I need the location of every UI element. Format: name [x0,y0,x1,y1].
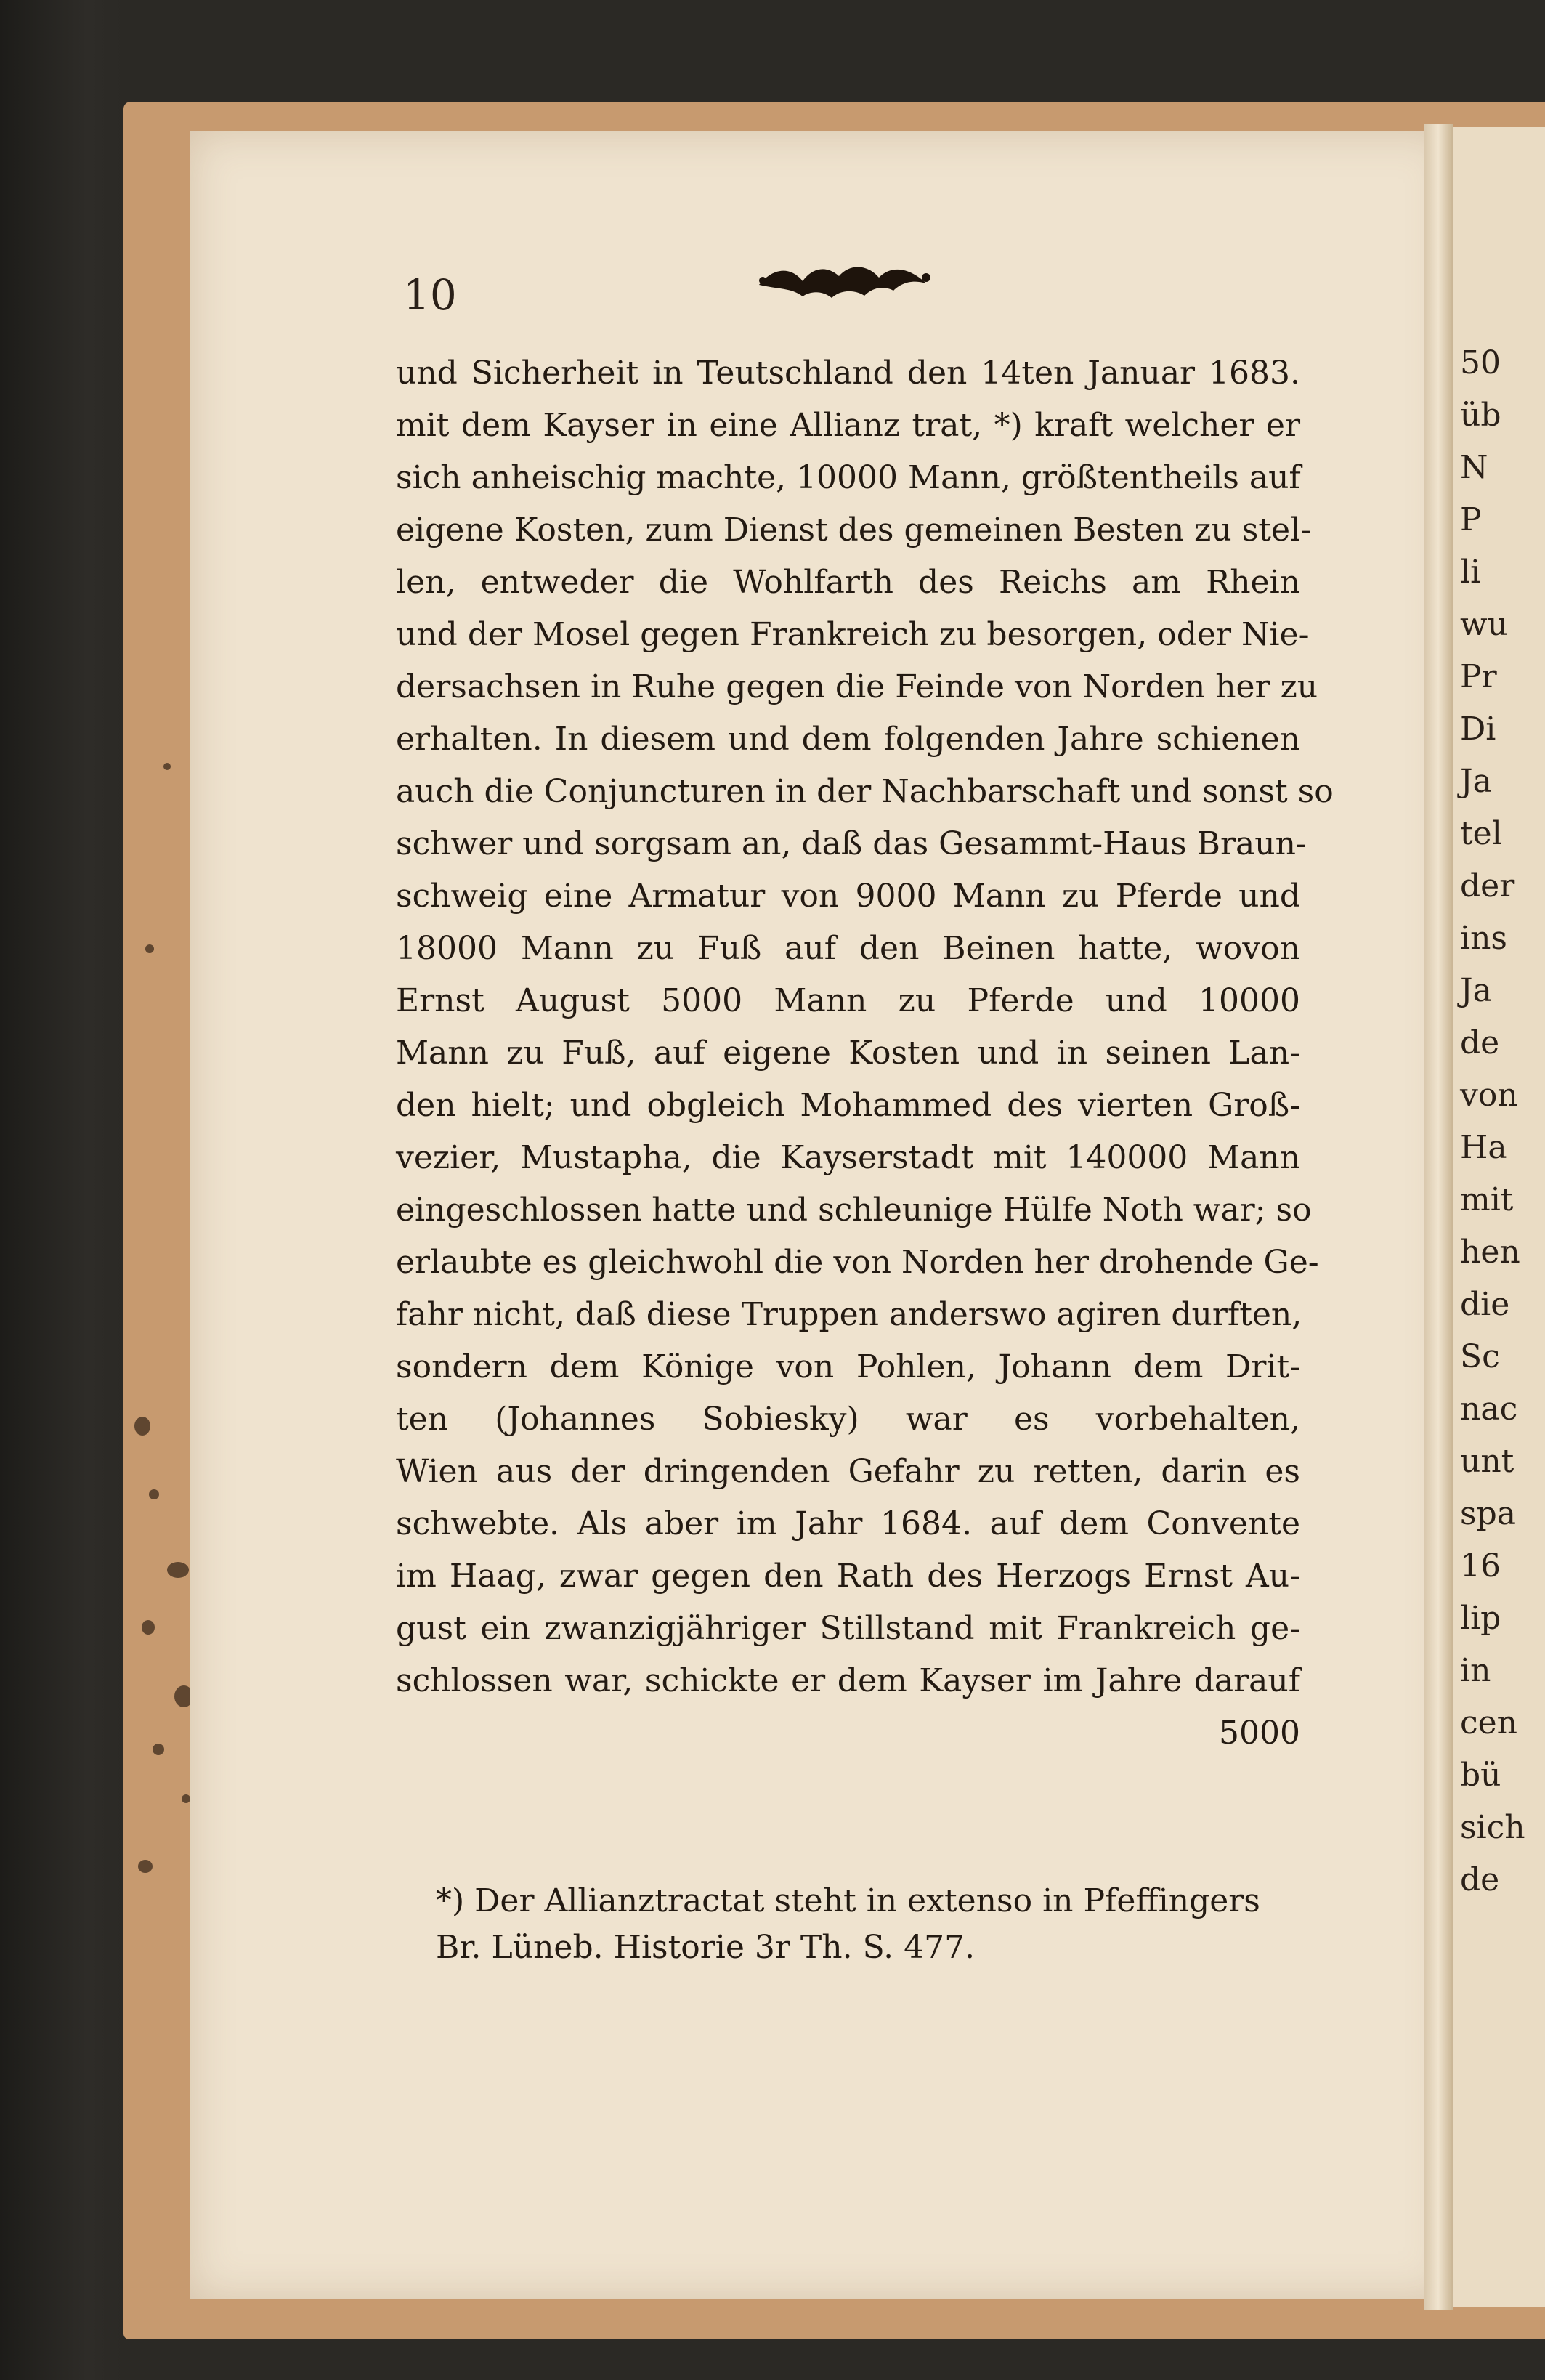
facing-page-fragment: hen [1460,1234,1520,1271]
text-line: eigene Kosten, zum Dienst des gemeinen Besten zu stel- [396,511,1311,549]
page-gutter [1424,124,1453,2310]
facing-page-fragment: N [1460,449,1488,486]
text-line: schlossen war, schickte er dem Kayser im Jahre darauf [396,1662,1300,1699]
facing-page-fragment: der [1460,867,1515,904]
catchword: 5000 [1219,1715,1300,1752]
facing-page-fragment: von [1460,1077,1518,1114]
facing-page-fragment: cen [1460,1704,1518,1741]
facing-page-fragment: Ha [1460,1129,1507,1166]
facing-page-fragment: unt [1460,1443,1514,1480]
text-line: 18000 Mann zu Fuß auf den Beinen hatte, wovon [396,930,1300,967]
main-text [396,347,1334,1760]
text-line: den hielt; und obgleich Mohammed des vierten Groß- [396,1087,1300,1124]
text-line: len, entweder die Wohlfarth des Reichs am Rhein [396,564,1300,601]
facing-page-fragment: P [1460,501,1482,538]
text-line: schwer und sorgsam an, daß das Gesammt-Haus Braun- [396,825,1307,862]
text-line: gust ein zwanzigjähriger Stillstand mit Frankreich ge- [396,1610,1300,1647]
facing-page-fragment: Ja [1460,972,1492,1009]
text-line: vezier, Mustapha, die Kayserstadt mit 140000 Mann [396,1139,1300,1176]
text-line: und der Mosel gegen Frankreich zu besorgen, oder Nie- [396,616,1310,653]
text-line: mit dem Kayser in eine Allianz trat, *) kraft welcher er [396,407,1300,444]
facing-page-fragment: Pr [1460,658,1497,695]
facing-page-fragment: mit [1460,1181,1514,1218]
text-line: fahr nicht, daß diese Truppen anderswo agiren durften, [396,1296,1302,1333]
text-line: Ernst August 5000 Mann zu Pferde und 10000 [396,982,1300,1019]
text-line: schwebte. Als aber im Jahr 1684. auf dem Convente [396,1505,1300,1542]
footnote-line: *) Der Allianztractat steht in extenso in Pfeffingers [436,1882,1260,1919]
footnote-line: Br. Lüneb. Historie 3r Th. S. 477. [436,1929,976,1966]
text-line: sondern dem Könige von Pohlen, Johann dem Drit- [396,1348,1300,1385]
text-line: ten (Johannes Sobiesky) war es vorbehalten, [396,1401,1300,1438]
facing-page-fragment: bü [1460,1757,1501,1794]
text-line: und Sicherheit in Teutschland den 14ten Januar 1683. [396,355,1300,392]
facing-page-fragment: Sc [1460,1338,1500,1375]
facing-page-fragment: Di [1460,711,1496,748]
facing-page-fragment: tel [1460,815,1502,852]
text-line: eingeschlossen hatte und schleunige Hülfe Noth war; so [396,1191,1312,1229]
facing-page-fragment: ins [1460,920,1507,957]
facing-page [1453,127,1545,2307]
text-line: Mann zu Fuß, auf eigene Kosten und in seinen Lan- [396,1035,1300,1072]
footnote [436,1878,1300,1971]
text-line: sich anheischig machte, 10000 Mann, größtentheils auf [396,459,1301,496]
facing-page-fragment: de [1460,1861,1500,1898]
facing-page-fragment: üb [1460,397,1501,434]
facing-page-fragment: sich [1460,1809,1525,1846]
facing-page-fragment: li [1460,554,1481,591]
facing-page-fragment: lip [1460,1600,1501,1637]
facing-page-fragment: die [1460,1286,1510,1323]
facing-page-fragment: in [1460,1652,1491,1689]
facing-page-fragment: nac [1460,1391,1518,1428]
page-number: 10 [403,270,457,320]
text-line: schweig eine Armatur von 9000 Mann zu Pferde und [396,878,1300,915]
text-line: im Haag, zwar gegen den Rath des Herzogs Ernst Au- [396,1558,1300,1595]
text-line: Wien aus der dringenden Gefahr zu retten, darin es [396,1453,1300,1490]
facing-page-fragment: spa [1460,1495,1516,1532]
fleuron-ornament [752,256,933,314]
text-line: dersachsen in Ruhe gegen die Feinde von Norden her zu [396,668,1318,705]
facing-page-fragment: de [1460,1024,1500,1061]
facing-page-fragment: 50 [1460,344,1501,381]
facing-page-fragment: wu [1460,606,1508,643]
text-line: erlaubte es gleichwohl die von Norden her drohende Ge- [396,1244,1319,1281]
text-line: auch die Conjuncturen in der Nachbarschaft und sonst so [396,773,1334,810]
facing-page-fragment: 16 [1460,1547,1501,1584]
text-line: erhalten. In diesem und dem folgenden Jahre schienen [396,721,1300,758]
facing-page-fragment: Ja [1460,763,1492,800]
